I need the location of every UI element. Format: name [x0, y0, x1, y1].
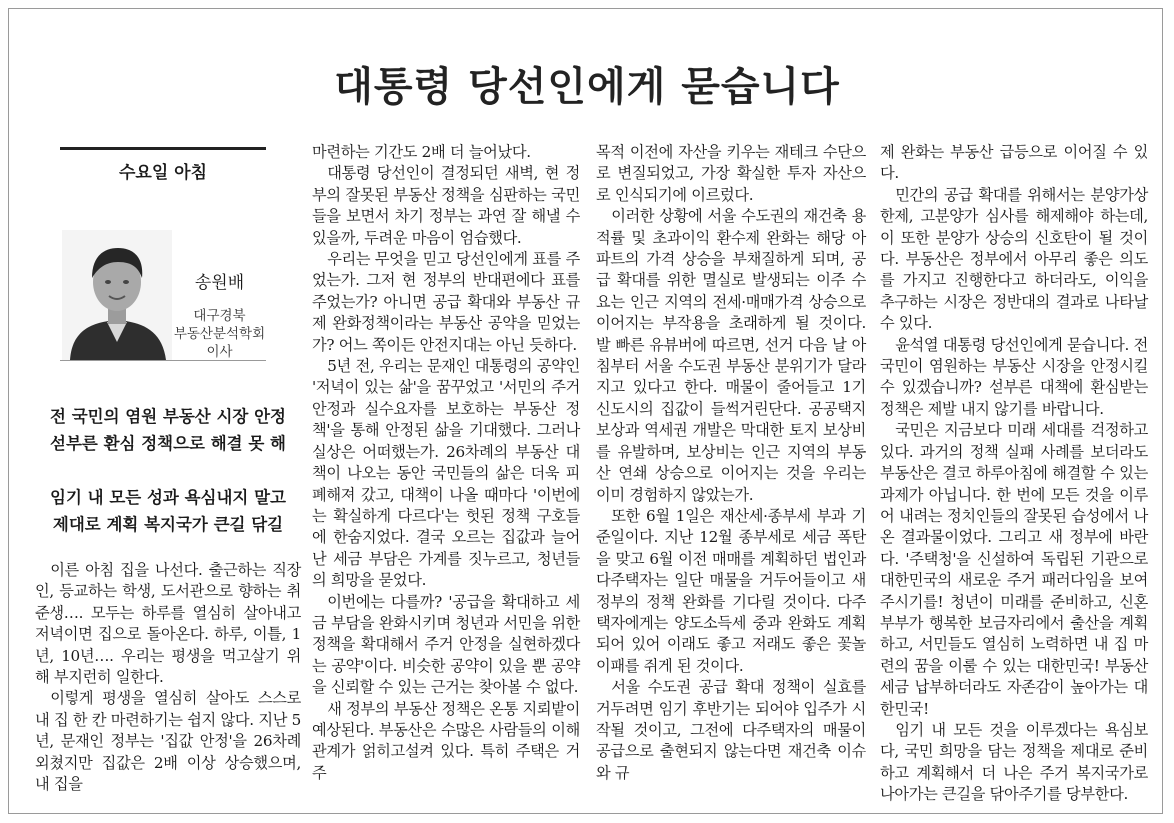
subhead-block-1: [35, 403, 301, 457]
section-label: 수요일 아침: [118, 163, 208, 183]
paragraph: 윤석열 대통령 당선인에게 묻습니다. 전 국민이 염원하는 부동산 시장을 안정시킬 수 있겠습니까? 섣부른 대책에 환심받는 정책은 제발 내지 않기를 바랍니다.: [880, 335, 1148, 418]
sidebar-bottom-rule: [60, 360, 266, 361]
paragraph: 새 정부의 부동산 정책은 온통 지뢰밭이 예상된다. 부동산은 수많은 사람들의 이해관계가 얽히고설켜 있다. 특히 주택은 거주: [312, 699, 580, 782]
paragraph: 마련하는 기간도 2배 더 늘어났다.: [312, 143, 531, 161]
author-affiliation-1: 대구경북: [193, 308, 246, 324]
author-name: 송원배: [194, 273, 245, 293]
paragraph: 목적 이전에 자산을 키우는 재테크 수단으로 변질되었고, 가장 확실한 투자 자산으로 인식되기에 이르렀다.: [596, 143, 866, 204]
paragraph: 이러한 상황에 서울 수도권의 재건축 용적률 및 초과이익 환수제 완화는 해당 아파트의 가격 상승을 부채질하게 되며, 공급 확대를 위한 멸실로 발생되는 이주 수요는 인근 지역의 전세·매매가격 상승으로 이어지는 부작용을 초래하게 될 것이다. 발 빠른 유뷰버에 따르면, 선거 다음 날 아침부터 서울 수도권 부동산 분위기가 달라지고 있다고 한다. 매물이 줄어들고 1기 신도시의 집값이 들썩거린단다. 공공택지 보상과 역세권 개발은 막대한 토지 보상비를 유발하며, 보상비는 인근 지역의 부동산 연쇄 상승으로 이어지는 것을 우리는 이미 경험하지 않았는가.: [596, 207, 866, 504]
article-column-2: [312, 142, 580, 784]
author-byline: [172, 268, 267, 361]
paragraph: 또한 6월 1일은 재산세·종부세 부과 기준일이다. 지난 12월 종부세로 세금 폭탄을 맞고 6월 이전 매매를 계획하던 법인과 다주택자는 일단 매물을 거두어들이고 새 정부의 정책 완화를 기다릴 것이다. 다주택자에게는 양도소득세 중과 완화도 계획되어 있어 이래도 좋고 저래도 좋은 꽃놀이패를 쥐게 된 것이다.: [596, 506, 866, 675]
paragraph: 국민은 지금보다 미래 세대를 걱정하고 있다. 과거의 정책 실패 사례를 보더라도 부동산은 결코 하루아침에 해결할 수 있는 과제가 아닙니다. 한 번에 모든 것을 이루어 내려는 정치인들의 잘못된 습성에서 나온 결과물이었다. 그리고 새 정부에 바란다. '주택청'을 신설하여 독립된 기관으로 대한민국의 새로운 주거 패러다임을 보여주시기를! 청년이 미래를 준비하고, 신혼부부가 행복한 보금자리에서 출산을 계획하고, 서민들도 열심히 노력하면 내 집 마련의 꿈을 이룰 수 있는 대한민국! 부동산 세금 납부하더라도 자존감이 높아가는 대한민국!: [880, 421, 1148, 718]
sidebar-top-rule: [60, 147, 266, 150]
subhead-block-2: [35, 484, 301, 538]
headline: 대통령 당선인에게 묻습니다: [334, 63, 840, 110]
paragraph: 서울 수도권 공급 확대 정책이 실효를 거두려면 임기 후반기는 되어야 입주가 시작될 것이고, 그전에 다주택자의 매물이 공급으로 출현되지 않는다면 재건축 이슈와 규: [596, 678, 866, 782]
paragraph: 이른 아침 집을 나선다. 출근하는 직장인, 등교하는 학생, 도서관으로 향하는 취준생…. 모두는 하루를 열심히 살아내고 저녁이면 집으로 돌아온다. 하루, 이틀, 1년, 10년…. 우리는 평생을 먹고살기 위해 부지런히 일한다.: [35, 561, 301, 687]
subhead-line: 섣부른 환심 정책으로 해결 못 해: [50, 434, 286, 453]
paragraph: 5년 전, 우리는 문재인 대통령의 공약인 '저녁이 있는 삶'을 꿈꾸었고 '서민의 주거 안정과 실수요자를 보호하는 부동산 정책'을 통해 안정된 삶을 기대했다. 그러나 실상은 어떠했는가. 26차례의 부동산 대책이 나오는 동안 국민들의 삶은 더욱 피폐해져 갔고, 대책이 나올 때마다 '이번에는 확실하게 다르다'는 헛된 정책 구호들에 한숨지었다. 결국 오르는 집값과 늘어난 세금 부담은 가계를 짓누르고, 청년들의 희망을 묻었다.: [312, 357, 580, 590]
author-portrait: [62, 230, 172, 360]
subhead-line: 전 국민의 염원 부동산 시장 안정: [50, 407, 286, 426]
author-affiliation-3: 이사: [206, 344, 233, 360]
paragraph: 이렇게 평생을 열심히 살아도 스스로 내 집 한 칸 마련하기는 쉽지 않다. 지난 5년, 문재인 정부는 '집값 안정'을 26차례 외쳤지만 집값은 2배 이상 상승했으며, 내 집을: [35, 689, 301, 794]
article-column-1: [35, 560, 301, 795]
paragraph: 임기 내 모든 것을 이루겠다는 욕심보다, 국민 희망을 담는 정책을 제대로 준비하고 계획해서 더 나은 주거 복지국가로 나아가는 큰길을 닦아주기를 당부한다.: [880, 720, 1148, 804]
paragraph: 우리는 무엇을 믿고 당선인에게 표를 주었는가. 그저 현 정부의 반대편에다 표를 주었는가? 아니면 공급 확대와 부동산 규제 완화정책이라는 부동산 공약을 믿었는가? 어느 쪽이든 안전지대는 아닌 듯하다.: [312, 250, 580, 354]
paragraph: 이번에는 다를까? '공급을 확대하고 세금 부담을 완화시키며 청년과 서민을 위한 정책을 확대해서 주거 안정을 실현하겠다는 공약'이다. 비슷한 공약이 있을 뿐 공약을 신뢰할 수 있는 근거는 찾아볼 수 없다.: [312, 592, 580, 697]
article-column-3: [596, 142, 866, 784]
paragraph: 대통령 당선인이 결정되던 새벽, 현 정부의 잘못된 부동산 정책을 심판하는 국민들을 보면서 차기 정부는 과연 잘 해낼 수 있을까, 두려운 마음이 엄습했다.: [312, 164, 580, 247]
author-affiliation-2: 부동산분석학회: [173, 326, 266, 342]
paragraph: 민간의 공급 확대를 위해서는 분양가상한제, 고분양가 심사를 해제해야 하는데, 이 또한 분양가 상승의 신호탄이 될 것이다. 부동산은 정부에서 아무리 좋은 의도를 가지고 진행한다고 하더라도, 이익을 추구하는 시장은 정반대의 결과로 나타날 수 있다.: [880, 185, 1148, 333]
subhead-line: 제대로 계획 복지국가 큰길 닦길: [52, 515, 284, 534]
article-column-4: [880, 142, 1148, 806]
author-portrait-image: [62, 230, 172, 360]
paragraph: 제 완화는 부동산 급등으로 이어질 수 있다.: [880, 143, 1148, 183]
subhead-line: 임기 내 모든 성과 욕심내지 말고: [50, 488, 286, 507]
